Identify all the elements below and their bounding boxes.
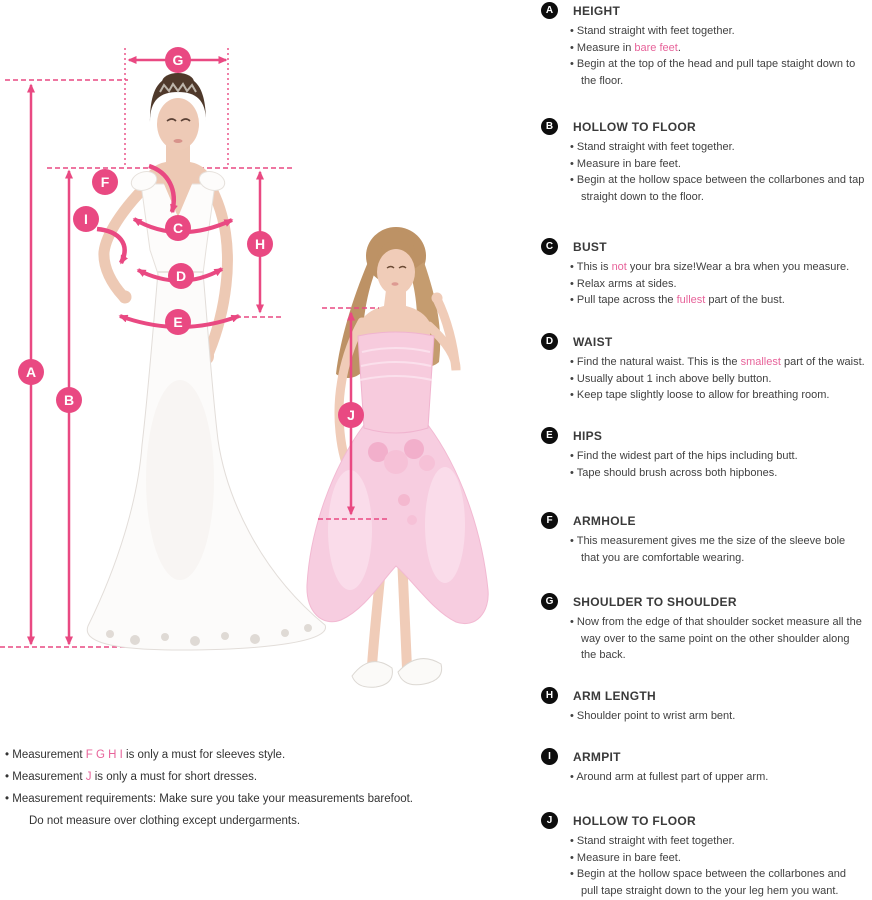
letter-badge: F: [541, 512, 558, 529]
plain-text: Measurement: [12, 771, 86, 783]
section-bullets: [541, 354, 866, 404]
bullet-item: [570, 156, 866, 173]
section-bullets: [541, 833, 866, 899]
plain-text: Find the natural waist. This is the: [576, 356, 741, 368]
bullet-item: [570, 276, 866, 293]
figure-marker-f: [92, 169, 118, 195]
instruction-section-a: [541, 2, 871, 89]
marker-label: A: [25, 364, 37, 380]
figure-marker-b: [56, 387, 82, 413]
figure-marker-c: [165, 215, 191, 241]
plain-text: Do not measure over clothing except undergarments.: [29, 815, 301, 827]
marker-label: F: [100, 174, 110, 190]
plain-text: Around arm at fullest part of upper arm.: [576, 771, 769, 783]
section-title: HIPS: [573, 428, 603, 443]
plain-text: is only a must for short dresses.: [91, 771, 258, 783]
bullet-item: [570, 850, 866, 867]
models-illustration: [0, 0, 540, 720]
instruction-column: [541, 0, 871, 900]
section-bullets: [541, 533, 866, 566]
highlighted-text: F G H I: [85, 749, 123, 761]
note-line: [5, 766, 475, 788]
bullet-item: [570, 23, 866, 40]
figure-marker-j: [338, 402, 364, 428]
instruction-section-g: [541, 593, 871, 664]
section-bullets: [541, 139, 866, 205]
bullet-item: [570, 448, 866, 465]
section-header: [541, 687, 871, 704]
marker-label: J: [347, 407, 355, 423]
plain-text: part of the bust.: [705, 294, 785, 306]
pink-dress-model: [307, 227, 488, 687]
section-header: [541, 512, 871, 529]
section-title: SHOULDER TO SHOULDER: [573, 594, 737, 609]
note-line: [5, 744, 475, 766]
plain-text: Measure in bare feet.: [576, 157, 681, 170]
bullet-item: [570, 56, 866, 89]
section-bullets: [541, 769, 866, 786]
marker-label: I: [84, 211, 88, 227]
instruction-section-i: [541, 748, 871, 786]
letter-badge: G: [541, 593, 558, 610]
figure-marker-e: [165, 309, 191, 335]
instruction-section-c: [541, 238, 871, 309]
bride-model: [87, 73, 325, 650]
marker-label: E: [173, 314, 183, 330]
instruction-section-j: [541, 812, 871, 899]
plain-text: Stand straight with feet together.: [576, 141, 735, 153]
plain-text: Measurement: [12, 749, 86, 761]
plain-text: This measurement gives me the size of the sleeve bole that you are comfortable wearing.: [576, 535, 846, 564]
plain-text: Find the widest part of the hips including butt.: [576, 450, 798, 462]
plain-text: your bra size!Wear a bra when you measure.: [626, 261, 850, 273]
measurement-figure-area: [0, 0, 540, 720]
highlighted-text: smallest: [740, 356, 781, 368]
marker-label: B: [63, 392, 75, 408]
section-header: [541, 427, 871, 444]
footnotes: [5, 744, 475, 832]
letter-badge: A: [541, 2, 558, 19]
instruction-section-h: [541, 687, 871, 725]
marker-label: C: [172, 220, 184, 236]
note-line: [5, 788, 475, 810]
instruction-section-d: [541, 333, 871, 404]
plain-text: Usually about 1 inch above belly button.: [576, 372, 772, 385]
plain-text: Begin at the top of the head and pull tape staight down to the floor.: [576, 58, 856, 87]
figure-marker-i: [73, 206, 99, 232]
plain-text: Tape should brush across both hipbones.: [576, 466, 778, 479]
bullet-item: [570, 371, 866, 388]
bullet-item: [570, 40, 866, 57]
marker-label: G: [172, 52, 184, 68]
bullet-item: [570, 465, 866, 482]
marker-label: H: [254, 236, 266, 252]
section-title: ARMPIT: [573, 749, 621, 764]
figure-marker-g: [165, 47, 191, 73]
plain-text: Relax arms at sides.: [576, 277, 677, 290]
letter-badge: H: [541, 687, 558, 704]
plain-text: This is: [576, 261, 612, 273]
plain-text: Measure in: [576, 41, 635, 54]
instruction-section-b: [541, 118, 871, 205]
bullet-item: [570, 292, 866, 309]
highlighted-text: bare feet: [634, 41, 678, 54]
plain-text: Stand straight with feet together.: [576, 25, 735, 37]
letter-badge: I: [541, 748, 558, 765]
bullet-item: [570, 708, 866, 725]
letter-badge: J: [541, 812, 558, 829]
instruction-section-f: [541, 512, 871, 566]
section-title: HOLLOW TO FLOOR: [573, 119, 696, 134]
section-header: [541, 812, 871, 829]
highlighted-text: fullest: [676, 294, 706, 306]
letter-badge: D: [541, 333, 558, 350]
plain-text: Measure in bare feet.: [576, 851, 681, 864]
figure-marker-d: [168, 263, 194, 289]
highlighted-text: not: [611, 261, 627, 273]
section-header: [541, 118, 871, 135]
plain-text: Shoulder point to wrist arm bent.: [576, 710, 736, 722]
figure-marker-h: [247, 231, 273, 257]
letter-badge: B: [541, 118, 558, 135]
marker-label: D: [175, 268, 187, 284]
section-bullets: [541, 448, 866, 481]
note-line: [5, 810, 475, 832]
section-title: ARMHOLE: [573, 513, 636, 528]
bullet-item: [570, 614, 866, 664]
plain-text: part of the waist.: [780, 356, 865, 368]
section-bullets: [541, 23, 866, 89]
letter-badge: E: [541, 427, 558, 444]
section-header: [541, 2, 871, 19]
section-header: [541, 748, 871, 765]
bullet-item: [570, 259, 866, 276]
section-bullets: [541, 259, 866, 309]
section-title: HOLLOW TO FLOOR: [573, 813, 696, 828]
section-title: HEIGHT: [573, 3, 621, 18]
section-header: [541, 333, 871, 350]
plain-text: Keep tape slightly loose to allow for breathing room.: [576, 389, 830, 401]
bullet-item: [570, 533, 866, 566]
plain-text: Now from the edge of that shoulder socket measure all the way over to the same point on the other shoulder along the back.: [576, 616, 862, 661]
plain-text: .: [677, 41, 681, 54]
plain-text: Begin at the hollow space between the collarbones and tap straight down to the floor.: [576, 174, 865, 203]
instruction-section-e: [541, 427, 871, 481]
bullet-item: [570, 866, 866, 899]
section-bullets: [541, 708, 866, 725]
plain-text: Begin at the hollow space between the collarbones and pull tape straight down to the your leg hem you want.: [576, 868, 846, 897]
bullet-item: [570, 833, 866, 850]
figure-marker-a: [18, 359, 44, 385]
section-title: WAIST: [573, 334, 613, 349]
section-header: [541, 238, 871, 255]
bullet-item: [570, 354, 866, 371]
bullet-item: [570, 387, 866, 404]
bullet-item: [570, 769, 866, 786]
section-title: ARM LENGTH: [573, 688, 656, 703]
plain-text: is only a must for sleeves style.: [122, 749, 286, 761]
section-header: [541, 593, 871, 610]
bullet-item: [570, 139, 866, 156]
section-title: BUST: [573, 239, 607, 254]
plain-text: Stand straight with feet together.: [576, 835, 735, 847]
highlighted-text: J: [85, 771, 92, 783]
plain-text: Measurement requirements: Make sure you take your measurements barefoot.: [12, 793, 414, 805]
bullet-item: [570, 172, 866, 205]
section-bullets: [541, 614, 866, 664]
letter-badge: C: [541, 238, 558, 255]
plain-text: Pull tape across the: [576, 294, 677, 306]
